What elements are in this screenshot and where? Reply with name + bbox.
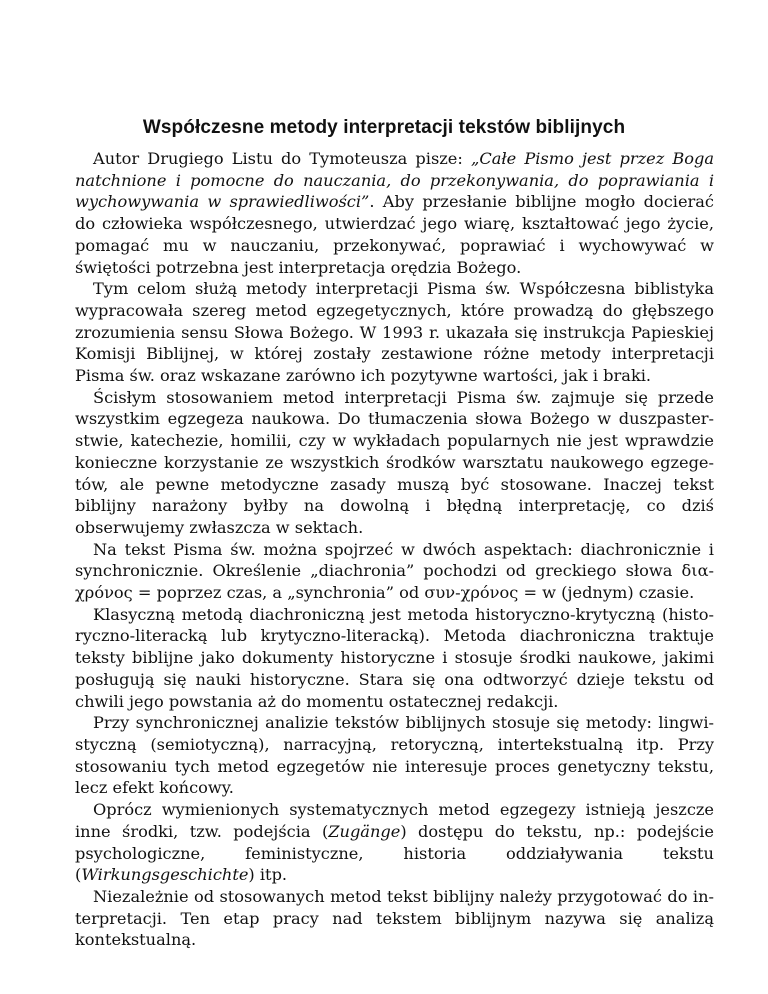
page-title: Współczesne metody interpretacji tekstów biblijnych (142, 116, 626, 138)
paragraph-1-text-b: . Aby przesłanie biblijne mogło docierać do człowieka współczesnego, utwierdzać jego wiarę, kształtować jego życie, pomagać mu w nauczaniu, przekonywać, poprawiać i wychowywać w świętości potrzebna jest interpretacja orędzia Bożego. (75, 192, 714, 277)
term-zugange: Zugänge (328, 821, 401, 841)
paragraph-6: Przy synchronicznej analizie tekstów biblijnych stosuje się metody: lingwistyczną (semiotyczną), narracyjną, retoryczną, intertekstualną itp. Przy stosowaniu tych metod egzegetów nie interesuje proces genetyczny tekstu, lecz efekt końcowy. (75, 713, 714, 798)
article-body (75, 148, 714, 951)
paragraph-7 (75, 799, 714, 886)
paragraph-1-text-a: Autor Drugiego Listu do Tymoteusza pisze: (93, 149, 471, 168)
paragraph-2: Tym celom służą metody interpretacji Pisma św. Współczesna biblistyka wypracowała szereg metod egzegetycznych, które prowadzą do głębszego zrozumienia sensu Słowa Bożego. W 1993 r. ukazała się instrukcja Papieskiej Komisji Biblijnej, w której zostały zestawione różne metody interpretacji Pisma św. oraz wskazane zarówno ich pozytywne wartości, jak i braki. (75, 279, 714, 386)
paragraph-7-text-a: Oprócz wymienionych systematycznych metod egzegezy istnieją jeszcze inne środki, tzw. podejścia ( (75, 800, 714, 841)
paragraph-1 (75, 148, 714, 278)
paragraph-3: Ścisłym stosowaniem metod interpretacji Pisma św. zajmuje się przede wszystkim egzegeza naukowa. Do tłumaczenia słowa Bożego w duszpasterstwie, katechezie, homilii, czy w wykładach popularnych nie jest wprawdzie konieczne korzystanie ze wszystkich środków warsztatu naukowego egzegetów, ale pewne metodyczne zasady muszą być stosowane. Inaczej tekst biblijny narażony byłby na dowolną i błędną interpretację, co dziś obserwujemy zwłaszcza w sektach. (75, 387, 714, 537)
paragraph-5: Klasyczną metodą diachroniczną jest metoda historyczno-krytyczną (historyczno-literacką lub krytyczno-literacką). Metoda diachroniczna traktuje teksty biblijne jako dokumenty historyczne i stosuje środki naukowe, jakimi posługują się nauki historyczne. Stara się ona odtworzyć dzieje tekstu od chwili jego powstania aż do momentu ostatecznej redakcji. (75, 604, 714, 711)
paragraph-4: Na tekst Pisma św. można spojrzeć w dwóch aspektach: diachronicznie i synchronicznie. Określenie „diachronia” pochodzi od greckiego słowa δια-χρόνος = poprzez czas, a „synchronia” od συν-χρόνος = w (jednym) czasie. (75, 539, 714, 603)
paragraph-7-text-b: ) dostępu do tekstu, np.: podejście psychologiczne, feministyczne, historia oddziaływania tekstu ( (75, 821, 714, 885)
scripture-quote: „Całe Pismo jest przez Boga natchnione i pomocne do nauczania, do przekonywania, do poprawiania i wychowywania w sprawiedliwości” (75, 149, 715, 212)
paragraph-7-text-c: ) itp. (248, 865, 288, 885)
term-wirkungsgeschichte: Wirkungsgeschichte (81, 865, 249, 885)
paragraph-8: Niezależnie od stosowanych metod tekst biblijny należy przygotować do interpretacji. Ten etap pracy nad tekstem biblijnym nazywa się analizą kontekstualną. (75, 886, 714, 950)
